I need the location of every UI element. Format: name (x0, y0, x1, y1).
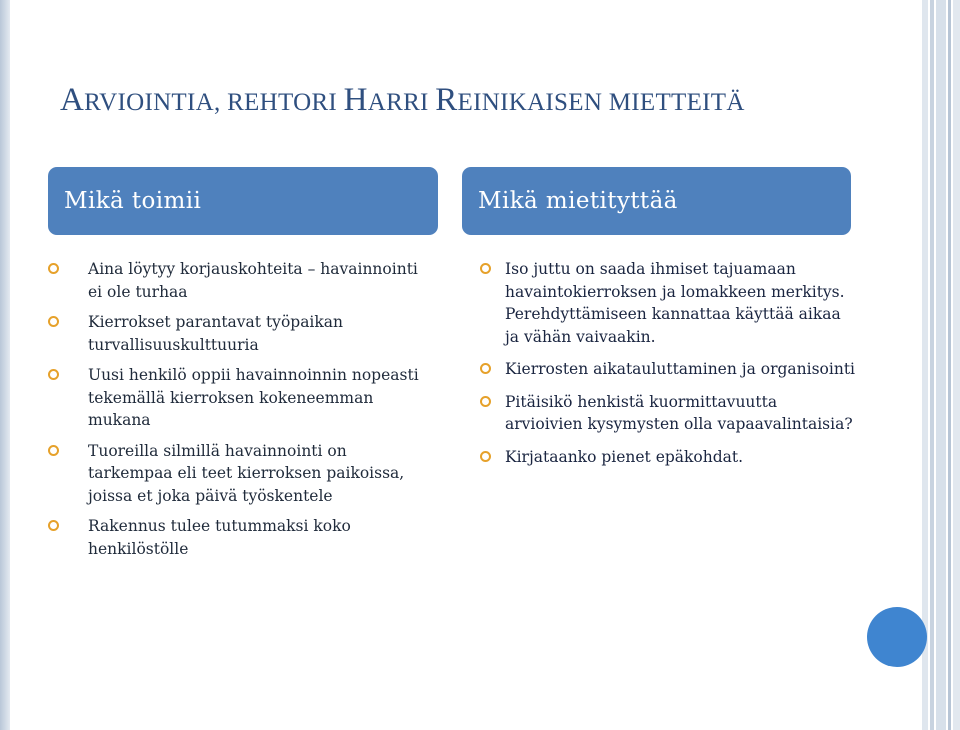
list-item (48, 311, 433, 356)
hollow-circle-bullet-icon (48, 445, 59, 456)
hollow-circle-bullet-icon (480, 396, 491, 407)
title-part: R (435, 82, 458, 118)
list-item-text: Aina löytyy korjauskohteita – havainnointi ei ole turhaa (88, 260, 418, 301)
hollow-circle-bullet-icon (48, 520, 59, 531)
list-item-text: Kierrokset parantavat työpaikan turvallisuuskulttuuria (88, 313, 344, 354)
list-item (478, 258, 858, 348)
list-item-text: Rakennus tulee tutummaksi koko henkilöstölle (88, 517, 351, 558)
right-column-header (462, 167, 851, 235)
list-item-text: Pitäisikö henkistä kuormittavuutta arvioivien kysymysten olla vapaavalintaisia? (505, 392, 853, 433)
slide-title (60, 82, 745, 119)
hollow-circle-bullet-icon (480, 263, 491, 274)
list-item-text: Kierrosten aikatauluttaminen ja organisointi (505, 360, 855, 378)
hollow-circle-bullet-icon (48, 263, 59, 274)
title-part: A (60, 82, 85, 118)
left-header-label: Mikä toimii (64, 188, 202, 214)
list-item (48, 440, 433, 508)
list-item-text: Uusi henkilö oppii havainnoinnin nopeasti tekemällä kierroksen kokeneemman mukana (88, 366, 419, 429)
right-bullet-list (478, 258, 858, 478)
list-item-text: Kirjataanko pienet epäkohdat. (505, 447, 744, 466)
list-item (48, 364, 433, 432)
list-item (478, 446, 858, 469)
hollow-circle-bullet-icon (480, 363, 491, 374)
hollow-circle-bullet-icon (48, 369, 59, 380)
list-item (48, 515, 433, 560)
left-column-header (48, 167, 438, 235)
hollow-circle-bullet-icon (48, 316, 59, 327)
left-bullet-list (48, 258, 433, 568)
title-part: RVIOINTIA, REHTORI (84, 89, 344, 116)
blue-circle-decoration (867, 607, 927, 667)
list-item (48, 258, 433, 303)
title-part: EINIKAISEN MIETTEITÄ (457, 89, 745, 116)
right-header-label: Mikä mietityttää (478, 188, 678, 214)
list-item-text: Iso juttu on saada ihmiset tajuamaan havaintokierroksen ja lomakkeen merkitys. Perehdyttämiseen kannattaa käyttää aikaa ja vähän vaivaakin. (505, 260, 845, 346)
hollow-circle-bullet-icon (480, 451, 491, 462)
left-rail-decoration (0, 0, 10, 730)
list-item (478, 358, 858, 381)
title-part: H (343, 82, 368, 118)
list-item (478, 391, 858, 436)
right-stripes-decoration (920, 0, 960, 730)
list-item-text: Tuoreilla silmillä havainnointi on tarkempaa eli teet kierroksen paikoissa, joissa et joka päivä työskentele (88, 441, 405, 505)
title-part: ARRI (367, 89, 436, 116)
